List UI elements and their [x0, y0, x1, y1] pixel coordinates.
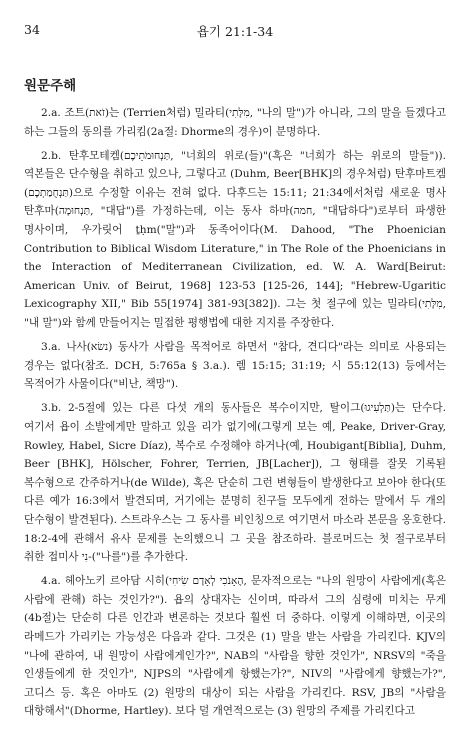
note-4a: 4.a. 헤아노키 르아담 시히(הֶאָנֹכִי לְאָדָם שִׂיחִי, 문자적으로는 "나의 원망이 사람에게(혹은 사람에 관해) 하는 것인가?"). 욥의 상대자는 신이며, 따라서 그의 심령에 미치는 무게(4b절)는 단순히 다른 인간과 변론하는 것보다 훨씬 더 중하다. 이렇게 이해하면, 이곳의 라메드가 가리키는 가능성은 다음과 같다. 그것은 (1) 말을 받는 사람을 가리킨다. KJV의 "나에 관하여, 내 원망이 사람에게인가?", NAB의 "사람을 향한 것인가", NRSV의 "죽을 인생들에게 한 것인가", NJPS의 "사람에게 항했는가?", NIV의 "사람에게 향했는가?", 고디스 등. 혹은 아마도 (2) 원망의 대상이 되는 사람을 가리킨다. RSV, JB의 "사람을 대항해서"(Dhorme, Hartley). 보다 덜 개연적으로는 (3) 원망의 주제를 가리킨다고 — [24, 575, 446, 718]
page-number: 34 — [24, 22, 40, 37]
section-title: 원문주해 — [24, 78, 77, 94]
note-3a: 3.a. 나사(נשׂא) 동사가 사람을 목적어로 하면서 "참다, 견디다"라는 의미로 사용되는 경우는 없다(참조. DCH, 5:765a § 3.a.). 렘 15:15; 31:19; 시 55:12(13) 등에서는 목적어가 사물이다("비난, 책망"). — [24, 341, 446, 391]
body-text — [24, 104, 446, 721]
note-2a: 2.a. 조트(זֹאת)는 (Terrien처럼) 밀라티(מִלָּתִי, "나의 말")가 아니라, 그의 말을 들겠다고 하는 그들의 동의를 가리킴(2a절: Dhorme의 경우)이 분명하다. — [24, 107, 446, 138]
note-3b: 3.b. 2-5절에 있는 다른 다섯 개의 동사들은 복수이지만, 탈이그(תַּלְעִיגוּ)는 단수다. 여기서 욥이 소발에게만 말하고 있을 리가 없기에(그렇게 보는 예, Peake, Driver-Gray, Rowley, Habel, Sicre Díaz), 복수로 수정해야 하거나(예, Houbigant[Biblia], Duhm, Beer [BHK], Hölscher, Fohrer, Terrien, JB[Lacher]), 그 형태를 잘못 기록된 복수형으로 간주하거나(de Wilde), 혹은 단순히 그런 변형들이 발생한다고 보아야 한다(또 다른 예가 16:3에서 발견되며, 거기에는 분명히 친구들 모두에게 전하는 말에서 두 개의 단수형이 발견된다). 스트라우스는 그 동사를 비인칭으로 여기면서 마소라 본문을 옹호한다. 18:2-4에 관해서 유사 문제를 논의했으니 그 곳을 참조하라. 블로머드는 첫 절구로부터 취한 접미사 נִי-("나를")를 추가한다. — [24, 402, 446, 564]
running-head: 욥기 21:1-34 — [196, 24, 274, 39]
note-2b: 2.b. 탄후모테켐(תַּנְחוּמֹתֵיכֶם, "너희의 위로(들)"(혹은 "너희가 하는 위로의 말들")). 역본들은 단수형을 취하고 있으나, 그렇다고 (Duhm, Beer[BHK]의 경우처럼) 탄후마트켐(תַּנְחֻמַתְכֶם)으로 수정할 이유는 전혀 없다. 다후드는 15:11; 21:34에서처럼 새로운 명사 탄후마(תַּנְחוּמָה, "대답")를 가정하는데, 이는 동사 하마(חמה, "대답하다")로부터 파생한 명사이며, 우가릿어 ṯḥm("말")과 동족어이다(M. Dahood, "The Phoenician Contribution to Biblical Wisdom Literature," in The Role of the Phoenicians in the Interaction of Mediterranean Civilization, ed. W. A. Ward[Beirut: American Univ. of Beirut, 1968] 123-53 [125-26, 144]; "Hebrew-Ugaritic Lexicography XII," Bib 55[1974] 381-93[382]). 그는 첫 절구에 있는 밀라티(מִלָּתִי, "내 말")와 함께 만들어지는 밀접한 평행법에 대한 지지를 주장한다. — [24, 149, 446, 330]
page-header — [24, 22, 446, 44]
